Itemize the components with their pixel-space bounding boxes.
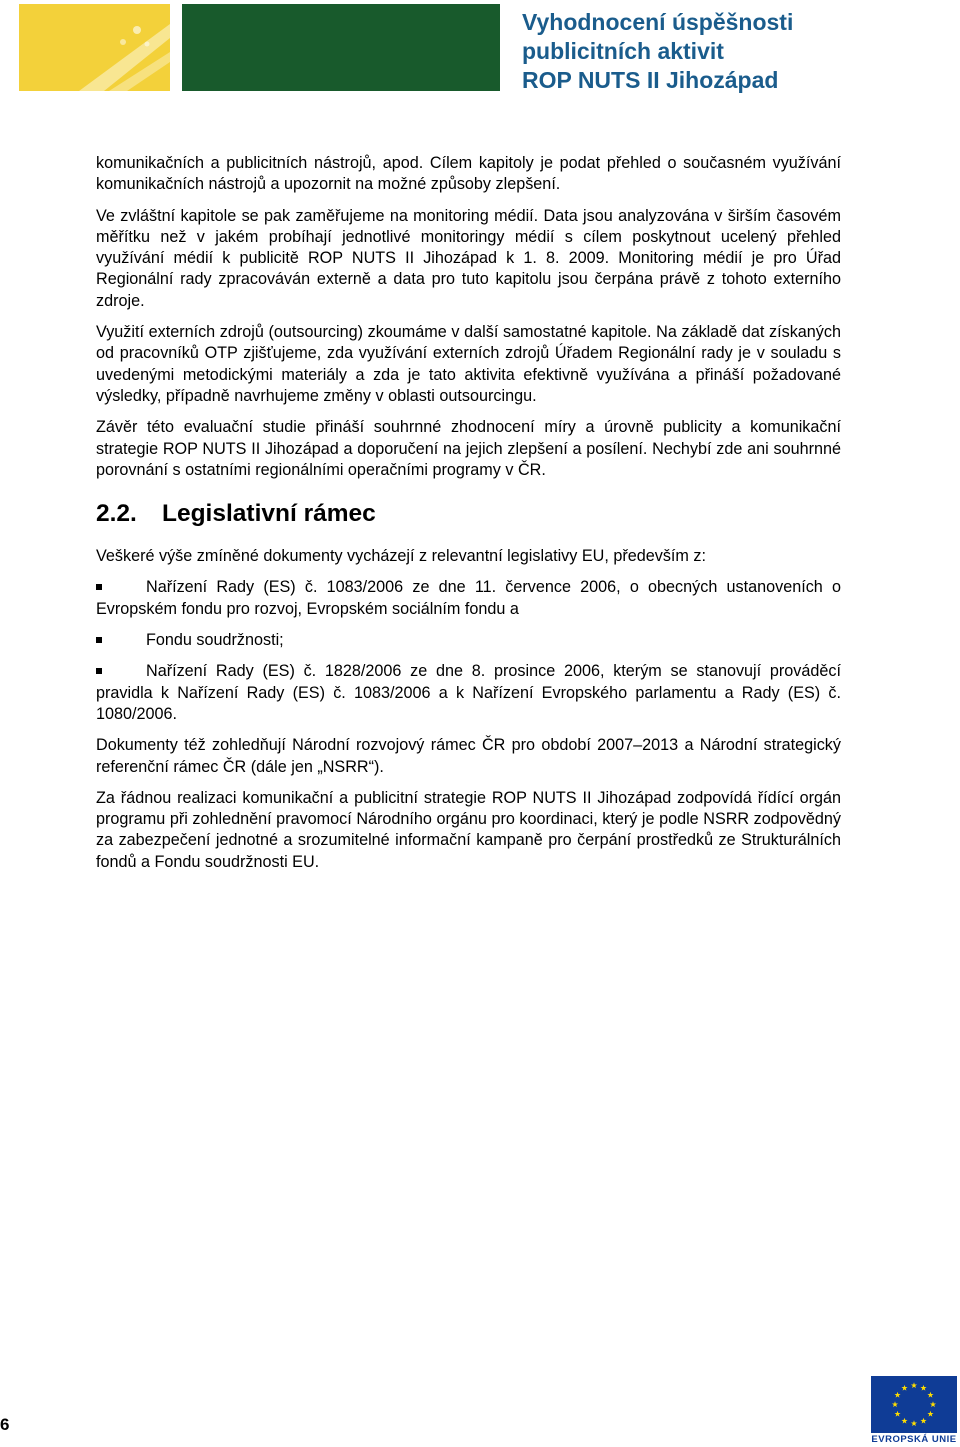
paragraph: komunikačních a publicitních nástrojů, apod. Cílem kapitoly je podat přehled o současném využívání komunikačních nástrojů a upozornit na možné způsoby zlepšení. (96, 154, 841, 194)
eu-star-icon (892, 1401, 898, 1407)
bullet-text: Nařízení Rady (ES) č. 1083/2006 ze dne 11. července 2006, o obecných ustanoveních o Evropském fondu pro rozvoj, Evropském sociálním fondu a (96, 578, 841, 618)
document-title-line: Vyhodnocení úspěšnosti (522, 9, 794, 35)
section-intro: Veškeré výše zmíněné dokumenty vycházejí z relevantní legislativy EU, především z: (96, 547, 706, 566)
bullet-item (96, 630, 841, 651)
bullet-text: Fondu soudržnosti; (146, 631, 284, 650)
paragraph: Dokumenty též zohledňují Národní rozvojový rámec ČR pro období 2007–2013 a Národní strategický referenční rámec ČR (dále jen „NSRR“). (96, 736, 841, 776)
eu-star-icon (911, 1420, 917, 1426)
paragraph: Ve zvláštní kapitole se pak zaměřujeme na monitoring médií. Data jsou analyzována v širším časovém měřítku než v jakém probíhají jednotlivé monitoringy médií s cílem poskytnout ucelený přehled využívání médií k publicitě ROP NUTS II Jihozápad k 1. 8. 2009. Monitoring médií je pro Úřad Regionální rady zpracováván externě a data pro tuto kapitolu jsou čerpána právě z tohoto externího zdroje. (96, 206, 841, 310)
square-bullet-icon (96, 668, 102, 674)
square-bullet-icon (96, 637, 102, 643)
eu-star-icon (901, 1418, 907, 1424)
section-heading (96, 499, 841, 529)
page-number: 6 (0, 1415, 10, 1434)
bullet-item (96, 661, 841, 725)
eu-star-icon (901, 1385, 907, 1391)
document-title (522, 8, 952, 95)
eu-star-icon (895, 1392, 901, 1398)
document-body (96, 153, 841, 883)
paragraph: Závěr této evaluační studie přináší souhrnné zhodnocení míry a úrovně publicity a komunikační strategie ROP NUTS II Jihozápad a doporučení na jejich zlepšení a posílení. Nechybí zde ani souhrnné porovnání s ostatními regionálními operačními programy v ČR. (96, 418, 841, 479)
eu-star-icon (927, 1392, 933, 1398)
paragraph: Využití externích zdrojů (outsourcing) zkoumáme v další samostatné kapitole. Na základě dat získaných od pracovníků OTP zjišťujeme, zda využívání externích zdrojů Úřadem Regionální rady je v souladu s uvedenými metodickými materiály a zda je tato aktivita efektivně využívána a přináší požadované výsledky, případně navrhujeme změny v oblasti outsourcingu. (96, 323, 841, 405)
section-number: 2.2. (96, 500, 137, 528)
paragraph: Za řádnou realizaci komunikační a publicitní strategie ROP NUTS II Jihozápad zodpovídá řídící orgán programu při zohlednění pravomocí Národního orgánu pro koordinaci, který je podle NSRR zodpovědný za zabezpečení jednotné a srozumitelné informační kampaně pro čerpání prostředků ze Strukturálních fondů a Fondu soudržnosti EU. (96, 788, 841, 871)
logo-swoosh-graphic (19, 4, 170, 91)
eu-star-icon (911, 1382, 917, 1388)
eu-star-icon (930, 1401, 936, 1407)
eu-star-icon (920, 1418, 926, 1424)
header-logo-yellow-block (19, 4, 170, 91)
eu-label: EVROPSKÁ UNIE (871, 1434, 957, 1445)
square-bullet-icon (96, 584, 102, 590)
document-title-line: publicitních aktivit (522, 38, 724, 64)
header-logo-green-block (182, 4, 500, 91)
eu-star-icon (895, 1411, 901, 1417)
document-title-line: ROP NUTS II Jihozápad (522, 67, 779, 93)
eu-flag-icon (871, 1376, 957, 1433)
bullet-item (96, 577, 841, 620)
eu-star-icon (927, 1411, 933, 1417)
eu-star-icon (920, 1385, 926, 1391)
section-title: Legislativní rámec (162, 500, 376, 528)
eu-stars-graphic (871, 1376, 957, 1433)
bullet-text: Nařízení Rady (ES) č. 1828/2006 ze dne 8. prosince 2006, kterým se stanovují prováděcí pravidla k Nařízení Rady (ES) č. 1083/2006 a k Nařízení Evropského parlamentu a Rady (ES) č. 1080/2006. (96, 662, 841, 723)
